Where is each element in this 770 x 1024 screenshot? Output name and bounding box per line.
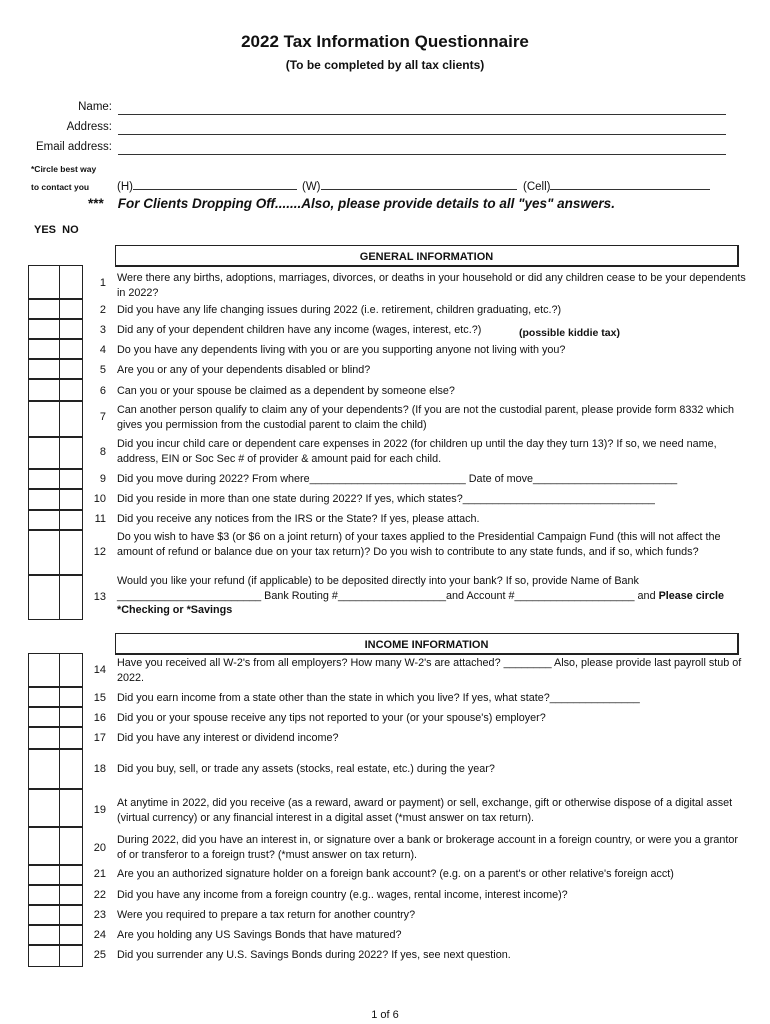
question-text: Are you an authorized signature holder on a foreign bank account? (e.g. on a parent's or other relative's foreign acct) — [117, 868, 674, 880]
checkbox-row-5 — [28, 359, 83, 379]
no-checkbox-16[interactable] — [59, 708, 82, 726]
yes-checkbox-23[interactable] — [29, 906, 60, 924]
checkbox-row-20 — [28, 827, 83, 865]
no-checkbox-2[interactable] — [59, 300, 82, 318]
question-number: 6 — [99, 385, 106, 397]
question-text: At anytime in 2022, did you receive (as a reward, award or payment) or sell, exchange, gift or otherwise dispose of a digital asset (virtual currency) or any financial interest in a digital asset (*must answer on tax return). — [117, 797, 733, 824]
checkbox-row-8 — [28, 437, 83, 469]
question-text: Did any of your dependent children have any income (wages, interest, etc.?) — [117, 324, 482, 336]
question-number: 12 — [93, 546, 106, 558]
question-number: 9 — [99, 473, 106, 485]
work-phone-label: (W) — [302, 181, 321, 193]
yes-checkbox-16[interactable] — [29, 708, 60, 726]
yes-checkbox-19[interactable] — [29, 790, 60, 826]
no-checkbox-12[interactable] — [59, 531, 82, 574]
dropoff-text: For Clients Dropping Off.......Also, please provide details to all "yes" answers. — [117, 196, 615, 211]
checkbox-row-1 — [28, 265, 83, 299]
address-label: Address: — [66, 121, 112, 133]
yes-checkbox-25[interactable] — [29, 946, 60, 966]
checkbox-row-3 — [28, 319, 83, 339]
yes-checkbox-12[interactable] — [29, 531, 60, 574]
yes-checkbox-8[interactable] — [29, 438, 60, 468]
question-text: Can another person qualify to claim any of your dependents? (If you are not the custodial parent, please provide form 8332 which gives you permission from the custodial parent to claim the child) — [117, 404, 734, 431]
question-number: 25 — [93, 949, 106, 961]
yes-checkbox-21[interactable] — [29, 866, 60, 884]
question-number: 4 — [99, 344, 106, 356]
cell-phone-field[interactable] — [523, 178, 710, 193]
question-number: 1 — [99, 277, 106, 289]
question-number: 22 — [93, 889, 106, 901]
no-checkbox-1[interactable] — [59, 266, 82, 298]
email-label: Email address: — [35, 141, 112, 153]
yes-checkbox-13[interactable] — [29, 576, 60, 619]
question-text: Did you have any income from a foreign country (e.g.. wages, rental income, interest income)? — [117, 889, 568, 901]
question-number: 20 — [93, 842, 106, 854]
question-text: Did you earn income from a state other than the state in which you live? If yes, what state?_______________ — [117, 692, 640, 704]
circle-note-line2: to contact you — [31, 182, 90, 192]
dropoff-stars: *** — [88, 196, 104, 211]
yes-checkbox-2[interactable] — [29, 300, 60, 318]
question-number: 16 — [93, 712, 106, 724]
yes-checkbox-1[interactable] — [29, 266, 60, 298]
question-text: Did you move during 2022? From where__________________________ Date of move________________________ — [117, 473, 678, 485]
question-text — [117, 574, 747, 618]
question-13-text: Would you like your refund (if applicable) to be deposited directly into your bank? If so, provide Name of Bank ________________________ Bank Routing #__________________and Account #____________________ and — [117, 575, 656, 602]
checkbox-row-9 — [28, 469, 83, 489]
checkbox-row-21 — [28, 865, 83, 885]
question-number: 8 — [99, 446, 106, 458]
question-number: 2 — [99, 304, 106, 316]
no-checkbox-15[interactable] — [59, 688, 82, 706]
question-number: 17 — [93, 732, 106, 744]
checkbox-row-10 — [28, 489, 83, 510]
checkbox-row-16 — [28, 707, 83, 727]
page-title: 2022 Tax Information Questionnaire — [241, 32, 529, 51]
name-field[interactable] — [118, 114, 726, 115]
work-phone-field[interactable] — [302, 178, 517, 193]
yes-checkbox-14[interactable] — [29, 654, 60, 686]
question-text: Do you wish to have $3 (or $6 on a joint return) of your taxes applied to the Presidential Campaign Fund (this will not affect the amount of refund or balance due on your tax return)? Do you wish to contribute to any state funds, and if so, which funds? — [117, 531, 721, 558]
checkbox-row-7 — [28, 401, 83, 437]
question-number: 11 — [94, 513, 106, 525]
question-number: 19 — [93, 804, 106, 816]
page-subtitle: (To be completed by all tax clients) — [285, 58, 485, 72]
address-field[interactable] — [118, 134, 726, 135]
yes-checkbox-4[interactable] — [29, 340, 60, 358]
no-checkbox-21[interactable] — [59, 866, 82, 884]
question-number: 24 — [93, 929, 106, 941]
checkbox-row-14 — [28, 653, 83, 687]
no-checkbox-11[interactable] — [59, 511, 82, 529]
checkbox-row-13 — [28, 575, 83, 620]
checkbox-row-11 — [28, 510, 83, 530]
yes-no-header: YES NO — [34, 224, 79, 236]
question-number: 18 — [93, 763, 106, 775]
checkbox-row-15 — [28, 687, 83, 707]
no-checkbox-14[interactable] — [59, 654, 82, 686]
no-checkbox-9[interactable] — [59, 470, 82, 488]
general-info-heading: GENERAL INFORMATION — [115, 245, 739, 267]
question-text: Were you required to prepare a tax return for another country? — [117, 909, 416, 921]
checkbox-row-18 — [28, 749, 83, 789]
question-text: Have you received all W-2's from all employers? How many W-2's are attached? ________ Also, please provide last payroll stub of 2022. — [117, 657, 742, 684]
question-text: Did you have any interest or dividend income? — [117, 732, 339, 744]
question-number: 3 — [99, 324, 106, 336]
dropoff-instructions — [88, 196, 615, 211]
no-checkbox-24[interactable] — [59, 926, 82, 944]
question-text: Did you have any life changing issues during 2022 (i.e. retirement, children graduating, etc.?) — [117, 304, 562, 316]
yes-checkbox-22[interactable] — [29, 886, 60, 904]
yes-checkbox-5[interactable] — [29, 360, 60, 378]
checkbox-row-19 — [28, 789, 83, 827]
no-checkbox-7[interactable] — [59, 402, 82, 436]
yes-checkbox-17[interactable] — [29, 728, 60, 748]
checkbox-row-4 — [28, 339, 83, 359]
yes-checkbox-10[interactable] — [29, 490, 60, 509]
no-checkbox-3[interactable] — [59, 320, 82, 338]
checkbox-row-25 — [28, 945, 83, 967]
question-number: 15 — [93, 692, 106, 704]
checkbox-row-6 — [28, 379, 83, 401]
kiddie-tax-note: (possible kiddie tax) — [519, 327, 620, 339]
no-checkbox-10[interactable] — [59, 490, 82, 509]
no-checkbox-25[interactable] — [59, 946, 82, 966]
question-number: 21 — [93, 868, 106, 880]
question-number: 10 — [93, 493, 106, 505]
question-number: 23 — [93, 909, 106, 921]
yes-checkbox-6[interactable] — [29, 380, 60, 400]
no-checkbox-17[interactable] — [59, 728, 82, 748]
yes-checkbox-11[interactable] — [29, 511, 60, 529]
income-info-heading: INCOME INFORMATION — [115, 633, 739, 655]
question-text: Did you surrender any U.S. Savings Bonds during 2022? If yes, see next question. — [117, 949, 511, 961]
question-13-bold-tail: Please circle *Checking or *Savings — [117, 589, 725, 616]
question-text: Do you have any dependents living with you or are you supporting anyone not living with you? — [117, 344, 566, 356]
question-number: 13 — [93, 591, 106, 603]
question-text: Are you holding any US Savings Bonds that have matured? — [117, 929, 402, 941]
yes-checkbox-15[interactable] — [29, 688, 60, 706]
yes-checkbox-3[interactable] — [29, 320, 60, 338]
no-checkbox-5[interactable] — [59, 360, 82, 378]
no-checkbox-4[interactable] — [59, 340, 82, 358]
question-text: Are you or any of your dependents disabled or blind? — [117, 364, 371, 376]
question-text: Did you or your spouse receive any tips not reported to your (or your spouse's) employer? — [117, 712, 546, 724]
question-text: Were there any births, adoptions, marriages, divorces, or deaths in your household or did any children cease to be your dependents in 2022? — [117, 272, 746, 299]
question-text: Did you buy, sell, or trade any assets (stocks, real estate, etc.) during the year? — [117, 763, 495, 775]
email-field[interactable] — [118, 154, 726, 155]
question-text: Did you receive any notices from the IRS or the State? If yes, please attach. — [117, 513, 480, 525]
circle-note-line1: *Circle best way — [31, 164, 97, 174]
home-phone-label: (H) — [117, 181, 133, 193]
cell-phone-label: (Cell) — [523, 181, 551, 193]
yes-checkbox-24[interactable] — [29, 926, 60, 944]
yes-checkbox-7[interactable] — [29, 402, 60, 436]
checkbox-row-22 — [28, 885, 83, 905]
question-text: During 2022, did you have an interest in, or signature over a bank or brokerage account in a foreign country, or were you a grantor of or transferor to a foreign trust? (*must answer on tax return). — [117, 834, 738, 861]
question-text: Did you incur child care or dependent care expenses in 2022 (for children up until the day they turn 13)? If so, we need name, address, EIN or Soc Sec # of provider & amount paid for each child. — [117, 438, 717, 465]
yes-checkbox-18[interactable] — [29, 750, 60, 788]
yes-checkbox-20[interactable] — [29, 828, 60, 864]
no-checkbox-18[interactable] — [59, 750, 82, 788]
no-checkbox-23[interactable] — [59, 906, 82, 924]
no-checkbox-22[interactable] — [59, 886, 82, 904]
general-checkbox-column — [28, 265, 83, 630]
no-checkbox-6[interactable] — [59, 380, 82, 400]
question-text: Did you reside in more than one state during 2022? If yes, which states?________________________________ — [117, 493, 655, 505]
checkbox-row-23 — [28, 905, 83, 925]
checkbox-row-2 — [28, 299, 83, 319]
yes-checkbox-9[interactable] — [29, 470, 60, 488]
name-label: Name: — [78, 101, 112, 113]
checkbox-row-12 — [28, 530, 83, 575]
no-checkbox-8[interactable] — [59, 438, 82, 468]
income-checkbox-column — [28, 653, 83, 967]
no-checkbox-20[interactable] — [59, 828, 82, 864]
checkbox-row-24 — [28, 925, 83, 945]
no-checkbox-19[interactable] — [59, 790, 82, 826]
checkbox-row-17 — [28, 727, 83, 749]
question-number: 7 — [99, 411, 106, 423]
page-number: 1 of 6 — [371, 1009, 399, 1021]
question-number: 5 — [99, 364, 106, 376]
question-number: 14 — [93, 664, 106, 676]
home-phone-field[interactable] — [117, 178, 297, 193]
question-text: Can you or your spouse be claimed as a dependent by someone else? — [117, 385, 455, 397]
no-checkbox-13[interactable] — [59, 576, 82, 619]
